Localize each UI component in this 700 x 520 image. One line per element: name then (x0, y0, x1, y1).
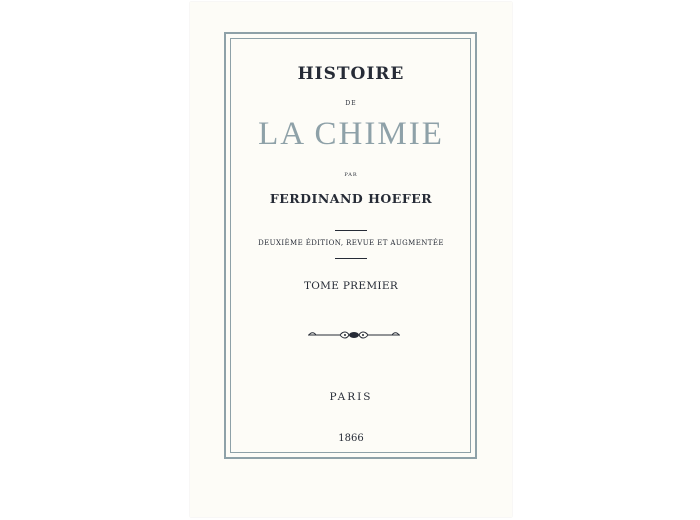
decorative-flourish-icon (307, 329, 401, 341)
publication-place: PARIS (329, 391, 373, 403)
edition-statement: DEUXIÈME ÉDITION, REVUE ET AUGMENTÉE (258, 239, 444, 247)
title-page (190, 2, 512, 517)
divider-rule-bottom (335, 258, 367, 259)
author-name: FERDINAND HOEFER (269, 191, 433, 206)
publication-year: 1866 (338, 433, 364, 444)
title-line-histoire: HISTOIRE (297, 64, 405, 84)
title-line-de: DE (345, 100, 357, 107)
divider-rule-top (335, 230, 367, 231)
byline-par: PAR (344, 172, 358, 178)
main-title: LA CHIMIE (258, 116, 444, 152)
volume-label: TOME PREMIER (303, 280, 399, 292)
